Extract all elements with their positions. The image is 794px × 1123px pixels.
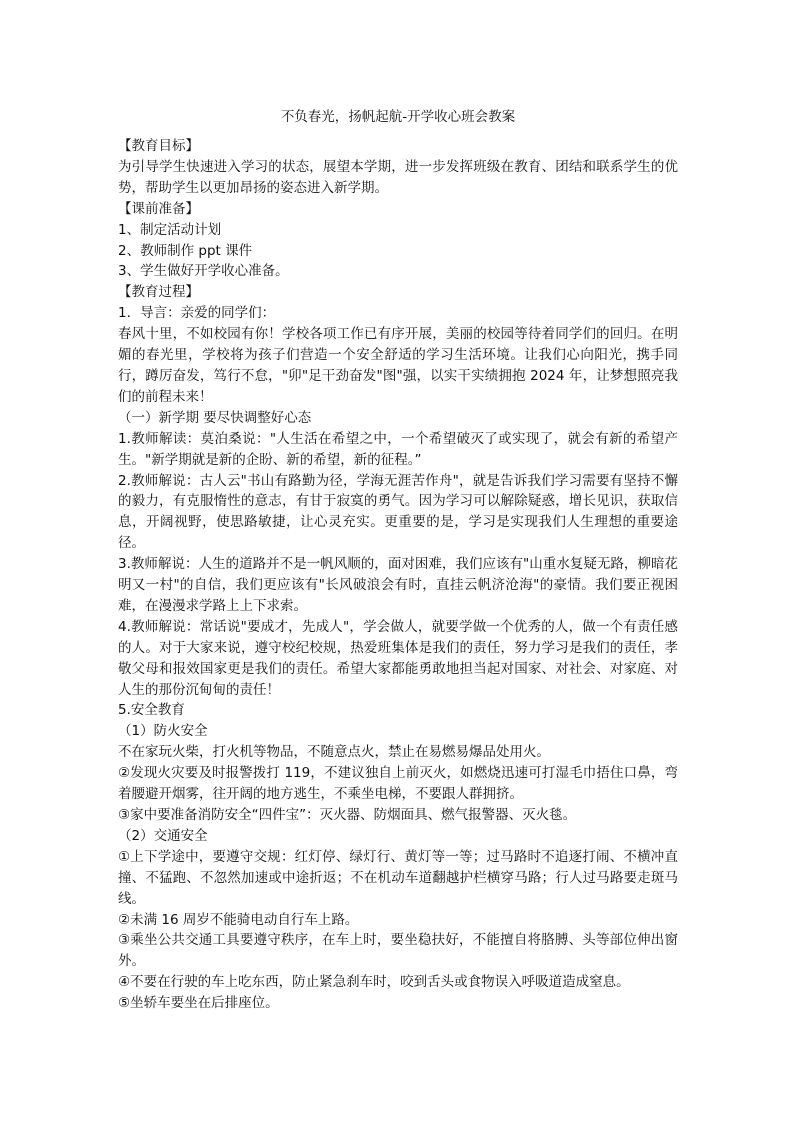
section-heading-goal: 【教育目标】 bbox=[118, 138, 199, 154]
list-item-prep-2: 2、教师制作 ppt 课件 bbox=[118, 242, 253, 259]
paragraph-traffic-4: ④不要在行驶的车上吃东西，防止紧急刹车时，咬到舌头或食物误入呼吸道造成窒息。 bbox=[118, 974, 630, 991]
subheading-part-1: （一）新学期 要尽快调整好心态 bbox=[118, 409, 312, 426]
subheading-traffic-safety: （2）交通安全 bbox=[118, 827, 208, 844]
paragraph-goal: 为引导学生快速进入学习的状态，展望本学期，进一步发挥班级在教育、团结和联系学生的优势，帮助学生以更加昂扬的姿态进入新学期。 bbox=[118, 158, 678, 196]
paragraph-fire-1: 不在家玩火柴，打火机等物品，不随意点火，禁止在易燃易爆品处用火。 bbox=[118, 744, 550, 761]
document-page bbox=[118, 106, 678, 1014]
paragraph-intro: 春风十里，不如校园有你！学校各项工作已有序开展，美丽的校园等待着同学们的回归。在明媚的春光里，学校将为孩子们营造一个安全舒适的学习生活环境。让我们心向阳光，携手同行，蹲厉奋发，笃行不怠，"卯"足干劲奋发"图"强，以实干实绩拥抱 2024 年，让梦想照亮我们的前程未来！ bbox=[118, 326, 678, 405]
paragraph-traffic-5: ⑤坐轿车要坐在后排座位。 bbox=[118, 995, 279, 1012]
list-item-prep-1: 1、制定活动计划 bbox=[118, 221, 222, 238]
paragraph-traffic-1: ①上下学途中，要遵守交规：红灯停、绿灯行、黄灯等一等；过马路时不追逐打闹、不横冲直撞、不猛跑、不忽然加速或中途折返；不在机动车道翻越护栏横穿马路；行人过马路要走斑马线。 bbox=[118, 848, 678, 907]
document-title: 不负春光，扬帆起航-开学收心班会教案 bbox=[280, 109, 516, 125]
section-heading-prep: 【课前准备】 bbox=[118, 200, 199, 217]
paragraph-fire-2: ②发现火灾要及时报警拨打 119，不建议独自上前灭火，如燃烧迅速可打湿毛巾捂住口鼻，弯着腰避开烟雾，往开阔的地方逃生，不乘坐电梯，不要跟人群拥挤。 bbox=[118, 765, 678, 803]
list-item-prep-3: 3、学生做好开学收心准备。 bbox=[118, 263, 289, 280]
subheading-fire-safety: （1）防火安全 bbox=[118, 723, 208, 740]
paragraph-fire-3: ③家中要准备消防安全“四件宝”：灭火器、防烟面具、燃气报警器、灭火毯。 bbox=[118, 807, 577, 823]
paragraph-traffic-2: ②未满 16 周岁不能骑电动自行车上路。 bbox=[118, 911, 359, 928]
paragraph-teacher-1: 1.教师解读：莫泊桑说："人生活在希望之中，一个希望破灭了或实现了，就会有新的希望产生。"新学期就是新的企盼、新的希望，新的征程。” bbox=[118, 430, 678, 468]
document-body bbox=[118, 136, 678, 1014]
subheading-intro: 1．导言：亲爱的同学们： bbox=[118, 305, 276, 322]
subheading-safety: 5.安全教育 bbox=[118, 702, 185, 719]
paragraph-teacher-4: 4.教师解说：常话说"要成才，先成人"，学会做人，就要学做一个优秀的人，做一个有责任感的人。对于大家来说，遵守校纪校规，热爱班集体是我们的责任，努力学习是我们的责任，孝敬父母和报效国家更是我们的责任。希望大家都能勇敢地担当起对国家、对社会、对家庭、对人生的那份沉甸甸的责任！ bbox=[118, 618, 678, 698]
paragraph-teacher-2: 2.教师解说：古人云"书山有路勤为径，学海无涯苦作舟"，就是告诉我们学习需要有坚持不懈的毅力，有克服惰性的意志，有甘于寂寞的勇气。因为学习可以解除疑惑，增长见识，获取信息，开阔视野，使思路敏捷，让心灵充实。更重要的是，学习是实现我们人生理想的重要途径。 bbox=[118, 472, 678, 552]
paragraph-traffic-3: ③乘坐公共交通工具要遵守秩序，在车上时，要坐稳扶好，不能擅自将胳膊、头等部位伸出窗外。 bbox=[118, 932, 678, 970]
section-heading-process: 【教育过程】 bbox=[118, 284, 199, 301]
paragraph-teacher-3: 3.教师解说：人生的道路并不是一帆风顺的，面对困难，我们应该有"山重水复疑无路，柳暗花明又一村"的自信，我们更应该有"长风破浪会有时，直挂云帆济沧海"的豪情。我们要正视困难，在漫漫求学路上上下求索。 bbox=[118, 556, 678, 614]
